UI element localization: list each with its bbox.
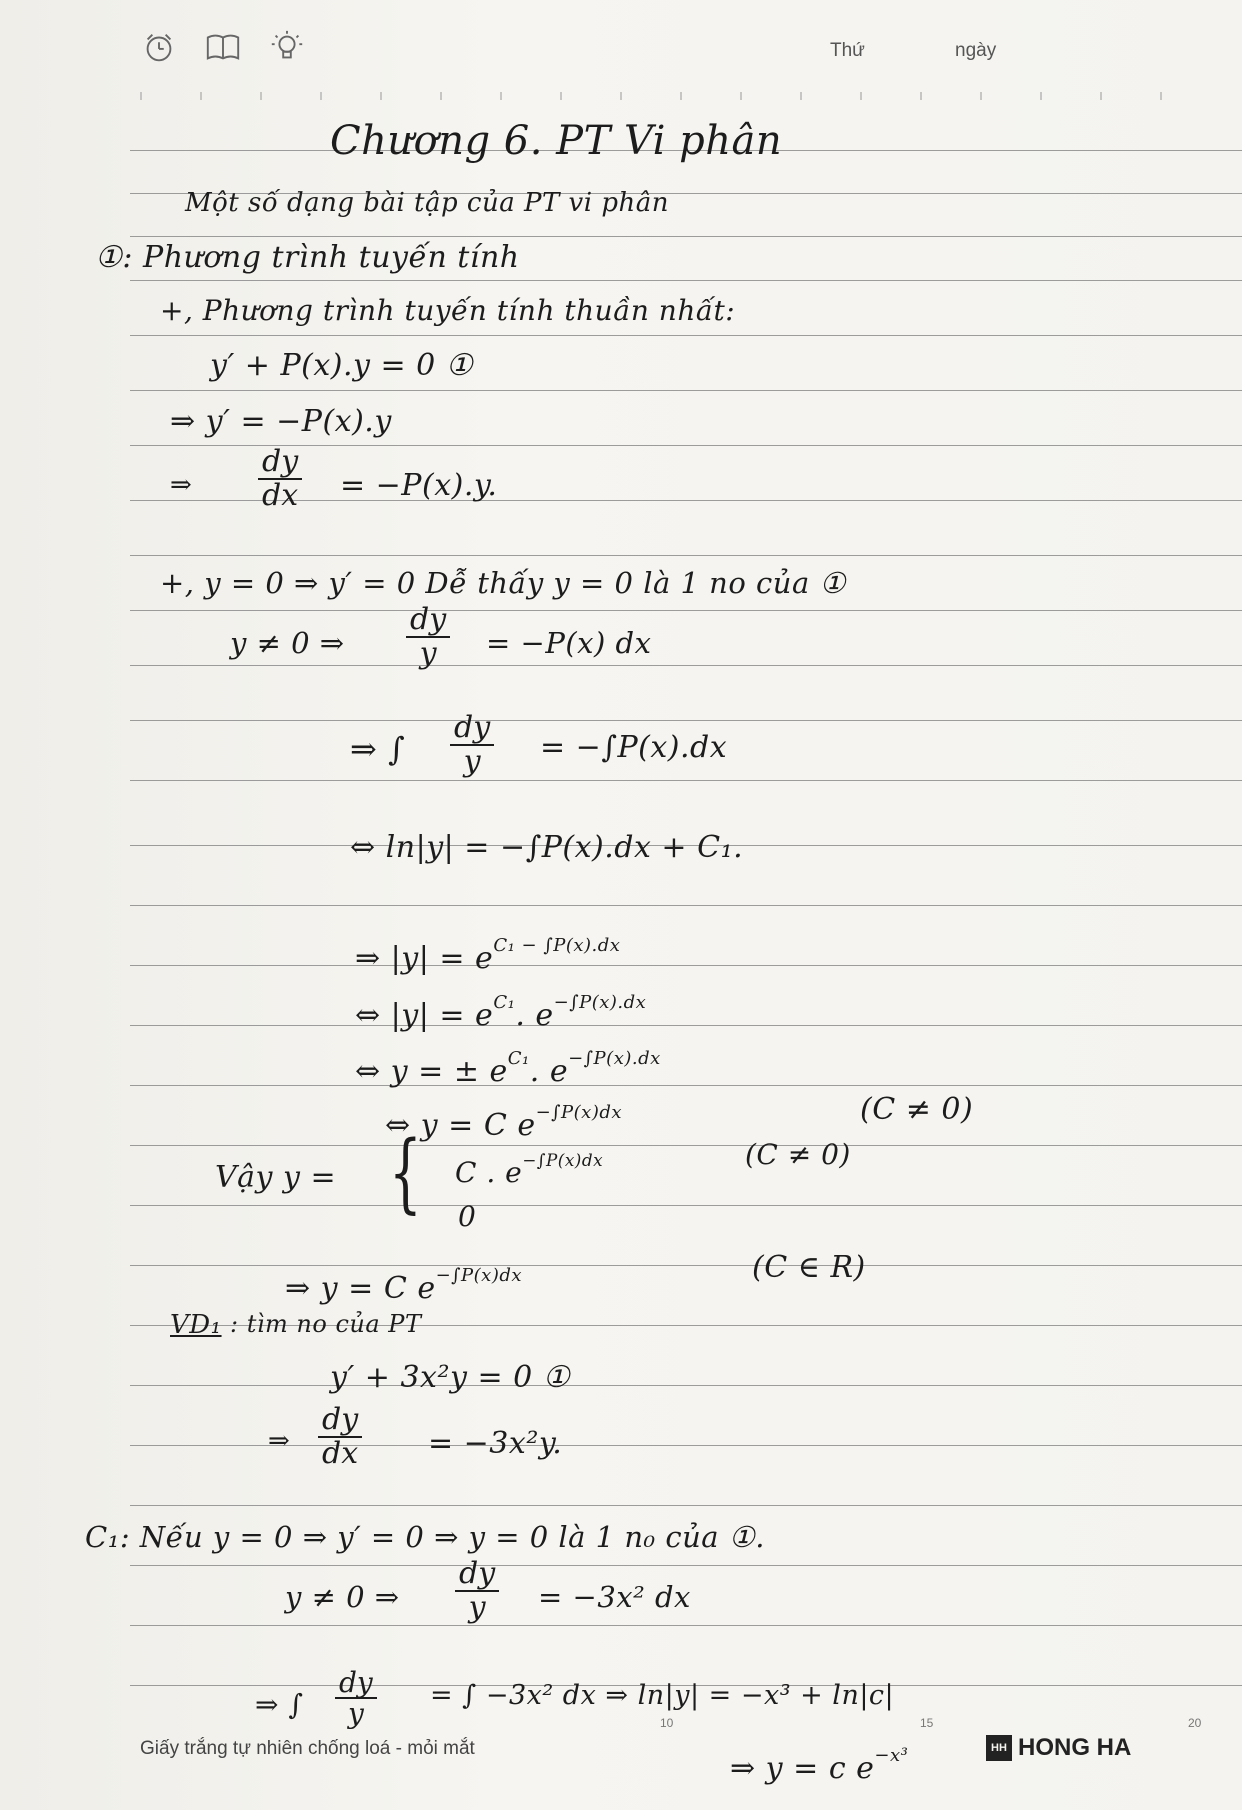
abs-line-2-exponent-2: −∫P(x).dx [553,992,647,1013]
case-y-nonzero-prefix: y ≠ 0 ⇒ [230,626,345,660]
final-solution-exponent: −∫P(x)dx [435,1265,523,1286]
fraction-denominator: y [347,1697,364,1731]
fraction-denominator: y [468,1589,486,1625]
fraction-denominator: y [419,635,437,671]
ruled-line [130,1565,1242,1566]
section-heading: ①: Phương trình tuyến tính [95,240,520,275]
integral-2-fraction [335,1668,377,1729]
case-c1-line: C₁: Nếu y = 0 ⇒ y′ = 0 ⇒ y = 0 là 1 n₀ của ①. [85,1520,766,1554]
example-step-prefix: ⇒ [268,1426,291,1456]
equation-3-prefix: ⇒ [170,470,193,500]
ruled-line [130,1445,1242,1446]
last-line-base: ⇒ y = c e [730,1751,875,1787]
final-solution [285,1265,522,1306]
abs-line-2-mid: . e [515,998,554,1034]
ruler-number: 10 [660,1716,674,1730]
ruled-line [130,780,1242,781]
plus-minus-mid: . e [529,1054,569,1090]
c-line-exponent: −∫P(x)dx [535,1102,623,1123]
abs-line-2 [355,992,646,1033]
ruled-line [130,665,1242,666]
example-text: : tìm no của PT [230,1310,422,1338]
case-c1b-fraction [455,1558,499,1623]
thu-label: Thứ [830,40,865,61]
subtitle: Một số dạng bài tập của PT vi phân [185,188,669,218]
fraction-numerator: dy [406,604,450,638]
case-y-nonzero-rhs: = −P(x) dx [486,626,652,660]
final-solution-base: ⇒ y = C e [285,1271,436,1307]
integral-2-prefix: ⇒ ∫ [255,1688,304,1721]
equation-3-rhs: = −P(x).y. [340,468,498,503]
ruler-number: 20 [1188,1716,1202,1730]
case-y-nonzero-fraction [406,604,450,669]
plus-minus-exponent-1: C₁ [507,1048,530,1069]
fraction-denominator: dx [322,1435,359,1471]
ruled-line [130,555,1242,556]
c-line-base: ⇔ y = C e [385,1108,536,1144]
brand-logo [986,1734,1131,1762]
abs-line-1-exponent: C₁ − ∫P(x).dx [493,935,621,956]
ruled-line [130,1025,1242,1026]
ruled-line [130,610,1242,611]
fraction-numerator: dy [450,712,494,746]
c-line-condition: (C ≠ 0) [860,1092,974,1127]
example-step-rhs: = −3x²y. [428,1426,563,1461]
ruled-line [130,1145,1242,1146]
integral-rhs: = −∫P(x).dx [540,730,728,765]
ruled-line [130,390,1242,391]
ruled-line [130,720,1242,721]
page-title: Chương 6. PT Vi phân [330,118,783,164]
conclusion-top [455,1150,603,1189]
abs-line-1-base: ⇒ |y| = e [355,941,494,977]
fraction-denominator: y [463,743,481,779]
piecewise-brace: { [388,1123,422,1223]
example-equation: y′ + 3x²y = 0 ① [330,1360,571,1395]
alarm-clock-icon [140,28,178,66]
integral-prefix: ⇒ ∫ [350,730,406,768]
open-book-icon [204,28,242,66]
ruled-line [130,280,1242,281]
ruled-line [130,965,1242,966]
plus-minus-line [355,1048,661,1089]
integral-2-rhs: = ∫ −3x² dx ⇒ ln|y| = −x³ + ln|c| [430,1680,895,1711]
ruled-line [130,1505,1242,1506]
fraction-numerator: dy [258,446,302,480]
last-line [730,1745,908,1786]
ruler-number: 15 [920,1716,934,1730]
light-bulb-icon [268,28,306,66]
equation-1: y′ + P(x).y = 0 ① [210,348,474,383]
plus-minus-base: ⇔ y = ± e [355,1054,508,1090]
ruled-line [130,335,1242,336]
plus-minus-exponent-2: −∫P(x).dx [568,1048,661,1069]
case-y-zero: +, y = 0 ⇒ y′ = 0 Dễ thấy y = 0 là 1 no của ① [160,566,846,600]
equation-3-fraction [258,446,302,511]
ruled-line [130,1205,1242,1206]
example-label: VD₁ [170,1310,222,1340]
header-icons [140,28,306,66]
ruled-line [130,1385,1242,1386]
ruled-line [130,236,1242,237]
abs-line-2-exponent-1: C₁ [493,992,516,1013]
last-line-exponent: −x³ [874,1745,909,1766]
ruled-line [130,905,1242,906]
case-c1b-rhs: = −3x² dx [538,1580,691,1614]
header-tick-row [140,92,1212,100]
conclusion-top-exponent: −∫P(x)dx [522,1150,604,1170]
conclusion-top-condition: (C ≠ 0) [745,1138,851,1171]
equation-2: ⇒ y′ = −P(x).y [170,404,392,439]
fraction-denominator: dx [262,477,299,513]
abs-line-1 [355,935,620,976]
brand-mark-icon: HH [986,1735,1012,1761]
fraction-numerator: dy [318,1404,362,1438]
conclusion-top-base: C . e [455,1155,523,1189]
conclusion-label: Vậy y = [215,1160,337,1195]
brand-name: HONG HA [1018,1734,1132,1761]
ruled-line [130,1085,1242,1086]
example-step-fraction [318,1404,362,1469]
homogeneous-heading: +, Phương trình tuyến tính thuần nhất: [160,294,736,327]
ln-line: ⇔ ln|y| = −∫P(x).dx + C₁. [350,830,744,865]
ruled-line [130,1625,1242,1626]
conclusion-bottom: 0 [458,1200,477,1233]
fraction-numerator: dy [335,1668,377,1699]
case-c1b-prefix: y ≠ 0 ⇒ [285,1580,400,1614]
integral-fraction [450,712,494,777]
fraction-numerator: dy [455,1558,499,1592]
paper-note: Giấy trắng tự nhiên chống loá - mỏi mắt [140,1738,475,1759]
abs-line-2-base: ⇔ |y| = e [355,998,494,1034]
final-solution-condition: (C ∈ R) [752,1250,866,1285]
ngay-label: ngày [955,40,997,61]
